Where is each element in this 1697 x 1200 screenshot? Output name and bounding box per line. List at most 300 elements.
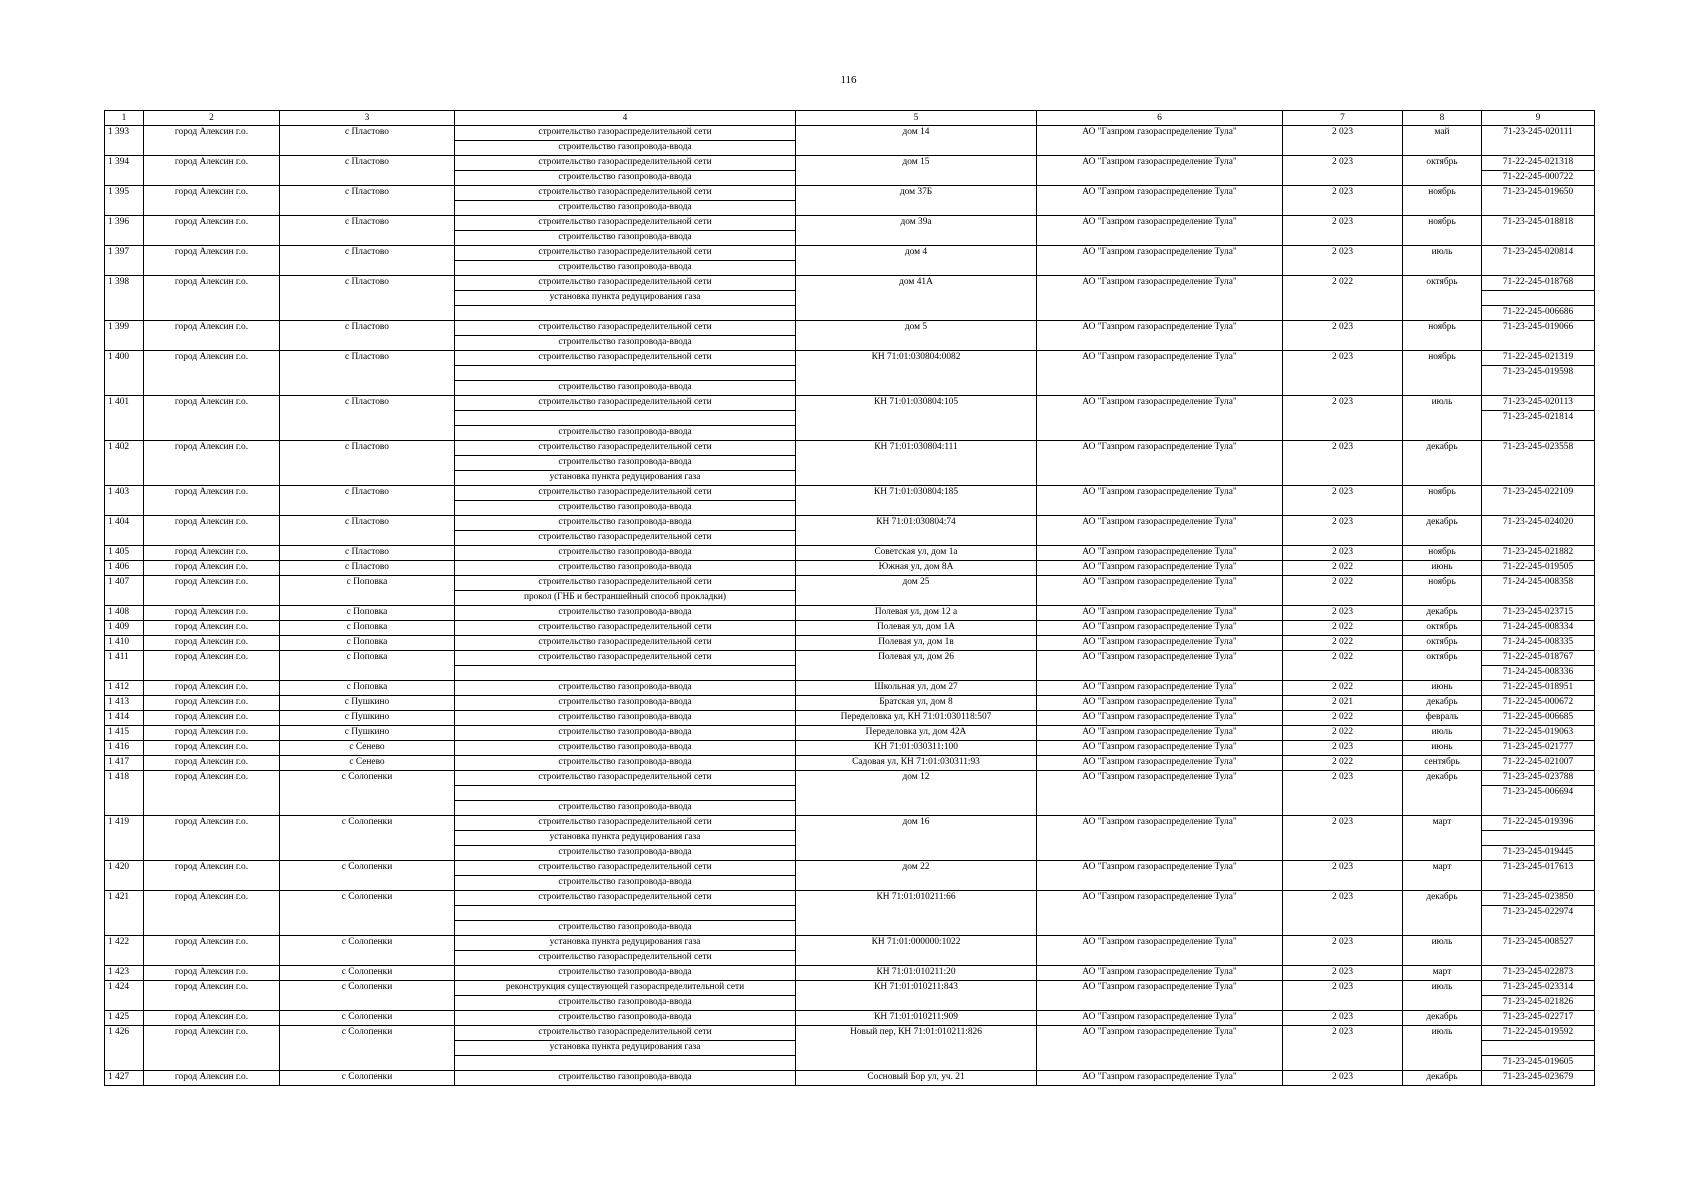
- city-cell: город Алексин г.о.: [144, 1026, 280, 1071]
- code-cell: 71-22-245-000672: [1482, 696, 1595, 711]
- code-cell: 71-23-245-019445: [1482, 846, 1595, 861]
- organization-cell: АО "Газпром газораспределение Тула": [1037, 681, 1283, 696]
- locality-cell: с Солопенки: [280, 1011, 455, 1026]
- work-type-cell: установка пункта редуцирования газа: [455, 831, 796, 846]
- address-cell: Переделовка ул, дом 42А: [796, 726, 1037, 741]
- code-cell: 71-23-245-018818: [1482, 216, 1595, 246]
- address-cell: Южная ул, дом 8А: [796, 561, 1037, 576]
- row-number-cell: 1 421: [105, 891, 144, 936]
- code-cell: 71-22-245-006685: [1482, 711, 1595, 726]
- address-cell: Полевая ул, дом 26: [796, 651, 1037, 681]
- table-row: [105, 1071, 1595, 1086]
- address-cell: КН 71:01:030804:105: [796, 396, 1037, 441]
- city-cell: город Алексин г.о.: [144, 651, 280, 681]
- organization-cell: АО "Газпром газораспределение Тула": [1037, 711, 1283, 726]
- city-cell: город Алексин г.о.: [144, 486, 280, 516]
- code-cell: 71-22-245-019063: [1482, 726, 1595, 741]
- code-cell: 71-22-245-021318: [1482, 156, 1595, 171]
- row-number-cell: 1 427: [105, 1071, 144, 1086]
- month-cell: декабрь: [1403, 771, 1482, 816]
- address-cell: дом 22: [796, 861, 1037, 891]
- year-cell: 2 023: [1283, 351, 1403, 396]
- month-cell: декабрь: [1403, 441, 1482, 486]
- city-cell: город Алексин г.о.: [144, 351, 280, 396]
- address-cell: Переделовка ул, КН 71:01:030118:507: [796, 711, 1037, 726]
- table-row: [105, 486, 1595, 501]
- year-cell: 2 023: [1283, 186, 1403, 216]
- code-cell: 71-23-245-023314: [1482, 981, 1595, 996]
- table-row: [105, 351, 1595, 366]
- page-number: 116: [840, 74, 857, 86]
- code-cell: 71-23-245-006694: [1482, 786, 1595, 816]
- row-number-cell: 1 423: [105, 966, 144, 981]
- month-cell: декабрь: [1403, 891, 1482, 936]
- code-cell: 71-22-245-019396: [1482, 816, 1595, 831]
- organization-cell: АО "Газпром газораспределение Тула": [1037, 486, 1283, 516]
- locality-cell: с Пластово: [280, 321, 455, 351]
- organization-cell: АО "Газпром газораспределение Тула": [1037, 966, 1283, 981]
- table-row: [105, 741, 1595, 756]
- code-cell: 71-22-245-018951: [1482, 681, 1595, 696]
- organization-cell: АО "Газпром газораспределение Тула": [1037, 1071, 1283, 1086]
- month-cell: март: [1403, 816, 1482, 861]
- table-body: [105, 126, 1595, 1086]
- organization-cell: АО "Газпром газораспределение Тула": [1037, 606, 1283, 621]
- header-cell: 4: [455, 111, 796, 126]
- row-number-cell: 1 407: [105, 576, 144, 606]
- year-cell: 2 022: [1283, 681, 1403, 696]
- city-cell: город Алексин г.о.: [144, 576, 280, 606]
- address-cell: КН 71:01:030311:100: [796, 741, 1037, 756]
- code-cell: 71-22-245-000722: [1482, 171, 1595, 186]
- row-number-cell: 1 416: [105, 741, 144, 756]
- work-type-cell: строительство газопровода-ввода: [455, 456, 796, 471]
- year-cell: 2 022: [1283, 711, 1403, 726]
- city-cell: город Алексин г.о.: [144, 696, 280, 711]
- work-type-cell: строительство газопровода-ввода: [455, 921, 796, 936]
- work-type-cell: строительство газораспределительной сети: [455, 396, 796, 411]
- locality-cell: с Поповка: [280, 681, 455, 696]
- work-type-cell: строительство газопровода-ввода: [455, 696, 796, 711]
- row-number-cell: 1 414: [105, 711, 144, 726]
- city-cell: город Алексин г.о.: [144, 621, 280, 636]
- address-cell: дом 25: [796, 576, 1037, 606]
- organization-cell: АО "Газпром газораспределение Тула": [1037, 126, 1283, 156]
- code-cell: 71-24-245-008336: [1482, 666, 1595, 681]
- city-cell: город Алексин г.о.: [144, 741, 280, 756]
- address-cell: дом 4: [796, 246, 1037, 276]
- row-number-cell: 1 412: [105, 681, 144, 696]
- month-cell: февраль: [1403, 711, 1482, 726]
- month-cell: ноябрь: [1403, 576, 1482, 606]
- table-row: [105, 711, 1595, 726]
- table-row: [105, 156, 1595, 171]
- work-type-cell: строительство газопровода-ввода: [455, 261, 796, 276]
- work-type-cell: установка пункта редуцирования газа: [455, 291, 796, 306]
- organization-cell: АО "Газпром газораспределение Тула": [1037, 696, 1283, 711]
- table-row: [105, 561, 1595, 576]
- work-type-cell: строительство газораспределительной сети: [455, 951, 796, 966]
- year-cell: 2 023: [1283, 321, 1403, 351]
- city-cell: город Алексин г.о.: [144, 321, 280, 351]
- month-cell: декабрь: [1403, 606, 1482, 621]
- work-type-cell: строительство газораспределительной сети: [455, 816, 796, 831]
- table-row: [105, 726, 1595, 741]
- header-cell: 6: [1037, 111, 1283, 126]
- header-cell: 5: [796, 111, 1037, 126]
- locality-cell: с Солопенки: [280, 936, 455, 966]
- address-cell: дом 16: [796, 816, 1037, 861]
- year-cell: 2 023: [1283, 126, 1403, 156]
- work-type-cell: строительство газопровода-ввода: [455, 426, 796, 441]
- locality-cell: с Пластово: [280, 186, 455, 216]
- organization-cell: АО "Газпром газораспределение Тула": [1037, 726, 1283, 741]
- row-number-cell: 1 405: [105, 546, 144, 561]
- table-row: [105, 396, 1595, 411]
- month-cell: декабрь: [1403, 1011, 1482, 1026]
- month-cell: октябрь: [1403, 276, 1482, 321]
- address-cell: КН 71:01:010211:909: [796, 1011, 1037, 1026]
- header-cell: 8: [1403, 111, 1482, 126]
- locality-cell: с Поповка: [280, 636, 455, 651]
- code-cell: 71-23-245-023679: [1482, 1071, 1595, 1086]
- table-row: [105, 891, 1595, 906]
- code-cell: 71-24-245-008335: [1482, 636, 1595, 651]
- city-cell: город Алексин г.о.: [144, 771, 280, 816]
- city-cell: город Алексин г.о.: [144, 816, 280, 861]
- organization-cell: АО "Газпром газораспределение Тула": [1037, 516, 1283, 546]
- year-cell: 2 022: [1283, 756, 1403, 771]
- work-type-cell: строительство газораспределительной сети: [455, 321, 796, 336]
- header-row: [105, 111, 1595, 126]
- address-cell: Сосновый Бор ул, уч. 21: [796, 1071, 1037, 1086]
- register-table: [104, 110, 1595, 1086]
- code-cell: 71-22-245-018767: [1482, 651, 1595, 666]
- work-type-cell: строительство газораспределительной сети: [455, 486, 796, 501]
- locality-cell: с Пушкино: [280, 726, 455, 741]
- work-type-cell: строительство газораспределительной сети: [455, 441, 796, 456]
- year-cell: 2 023: [1283, 771, 1403, 816]
- table-row: [105, 126, 1595, 141]
- code-cell: 71-23-245-022873: [1482, 966, 1595, 981]
- month-cell: июнь: [1403, 681, 1482, 696]
- organization-cell: АО "Газпром газораспределение Тула": [1037, 861, 1283, 891]
- work-type-cell: строительство газораспределительной сети: [455, 351, 796, 366]
- locality-cell: с Сенево: [280, 741, 455, 756]
- organization-cell: АО "Газпром газораспределение Тула": [1037, 441, 1283, 486]
- month-cell: июль: [1403, 981, 1482, 1011]
- address-cell: КН 71:01:030804:74: [796, 516, 1037, 546]
- code-cell: 71-23-245-019066: [1482, 321, 1595, 351]
- row-number-cell: 1 399: [105, 321, 144, 351]
- locality-cell: с Пушкино: [280, 711, 455, 726]
- organization-cell: АО "Газпром газораспределение Тула": [1037, 981, 1283, 1011]
- work-type-cell: [455, 1056, 796, 1071]
- locality-cell: с Пластово: [280, 246, 455, 276]
- work-type-cell: строительство газораспределительной сети: [455, 126, 796, 141]
- month-cell: март: [1403, 966, 1482, 981]
- table-row: [105, 756, 1595, 771]
- header-cell: 1: [105, 111, 144, 126]
- table-row: [105, 861, 1595, 876]
- table-row: [105, 246, 1595, 261]
- work-type-cell: строительство газопровода-ввода: [455, 876, 796, 891]
- row-number-cell: 1 403: [105, 486, 144, 516]
- city-cell: город Алексин г.о.: [144, 756, 280, 771]
- address-cell: Полевая ул, дом 1в: [796, 636, 1037, 651]
- work-type-cell: строительство газопровода-ввода: [455, 516, 796, 531]
- code-cell: [1482, 831, 1595, 846]
- code-cell: 71-23-245-024020: [1482, 516, 1595, 546]
- address-cell: Школьная ул, дом 27: [796, 681, 1037, 696]
- city-cell: город Алексин г.о.: [144, 561, 280, 576]
- organization-cell: АО "Газпром газораспределение Тула": [1037, 216, 1283, 246]
- locality-cell: с Пластово: [280, 396, 455, 441]
- address-cell: КН 71:01:010211:20: [796, 966, 1037, 981]
- address-cell: дом 15: [796, 156, 1037, 186]
- month-cell: май: [1403, 126, 1482, 156]
- locality-cell: с Пластово: [280, 546, 455, 561]
- code-cell: [1482, 1041, 1595, 1056]
- locality-cell: с Пластово: [280, 156, 455, 186]
- work-type-cell: реконструкция существующей газораспределительной сети: [455, 981, 796, 996]
- row-number-cell: 1 422: [105, 936, 144, 966]
- locality-cell: с Поповка: [280, 576, 455, 606]
- organization-cell: АО "Газпром газораспределение Тула": [1037, 771, 1283, 816]
- header-cell: 7: [1283, 111, 1403, 126]
- row-number-cell: 1 413: [105, 696, 144, 711]
- row-number-cell: 1 400: [105, 351, 144, 396]
- month-cell: ноябрь: [1403, 216, 1482, 246]
- code-cell: 71-24-245-008334: [1482, 621, 1595, 636]
- work-type-cell: строительство газопровода-ввода: [455, 336, 796, 351]
- year-cell: 2 023: [1283, 396, 1403, 441]
- locality-cell: с Пластово: [280, 561, 455, 576]
- code-cell: 71-22-245-021007: [1482, 756, 1595, 771]
- city-cell: город Алексин г.о.: [144, 546, 280, 561]
- table-row: [105, 636, 1595, 651]
- code-cell: 71-23-245-021814: [1482, 411, 1595, 441]
- year-cell: 2 022: [1283, 276, 1403, 321]
- locality-cell: с Пластово: [280, 486, 455, 516]
- row-number-cell: 1 406: [105, 561, 144, 576]
- organization-cell: АО "Газпром газораспределение Тула": [1037, 156, 1283, 186]
- code-cell: 71-22-245-006686: [1482, 306, 1595, 321]
- work-type-cell: строительство газораспределительной сети: [455, 276, 796, 291]
- table-row: [105, 966, 1595, 981]
- work-type-cell: [455, 906, 796, 921]
- work-type-cell: строительство газопровода-ввода: [455, 201, 796, 216]
- table-row: [105, 936, 1595, 951]
- code-cell: 71-23-245-022974: [1482, 906, 1595, 936]
- table-row: [105, 681, 1595, 696]
- code-cell: 71-23-245-020111: [1482, 126, 1595, 156]
- row-number-cell: 1 419: [105, 816, 144, 861]
- organization-cell: АО "Газпром газораспределение Тула": [1037, 816, 1283, 861]
- work-type-cell: [455, 411, 796, 426]
- row-number-cell: 1 410: [105, 636, 144, 651]
- address-cell: дом 39а: [796, 216, 1037, 246]
- header-cell: 2: [144, 111, 280, 126]
- work-type-cell: строительство газопровода-ввода: [455, 756, 796, 771]
- code-cell: 71-23-245-021826: [1482, 996, 1595, 1011]
- locality-cell: с Солопенки: [280, 891, 455, 936]
- year-cell: 2 023: [1283, 156, 1403, 186]
- address-cell: дом 5: [796, 321, 1037, 351]
- work-type-cell: [455, 786, 796, 801]
- table-row: [105, 546, 1595, 561]
- city-cell: город Алексин г.о.: [144, 606, 280, 621]
- month-cell: ноябрь: [1403, 546, 1482, 561]
- locality-cell: с Солопенки: [280, 966, 455, 981]
- locality-cell: с Пластово: [280, 216, 455, 246]
- table-row: [105, 576, 1595, 591]
- code-cell: 71-23-245-021777: [1482, 741, 1595, 756]
- month-cell: июнь: [1403, 561, 1482, 576]
- row-number-cell: 1 397: [105, 246, 144, 276]
- table-row: [105, 441, 1595, 456]
- header-cell: 3: [280, 111, 455, 126]
- work-type-cell: строительство газопровода-ввода: [455, 171, 796, 186]
- year-cell: 2 023: [1283, 546, 1403, 561]
- code-cell: 71-23-245-020814: [1482, 246, 1595, 276]
- address-cell: дом 41А: [796, 276, 1037, 321]
- city-cell: город Алексин г.о.: [144, 441, 280, 486]
- month-cell: октябрь: [1403, 156, 1482, 186]
- year-cell: 2 023: [1283, 741, 1403, 756]
- row-number-cell: 1 420: [105, 861, 144, 891]
- work-type-cell: строительство газораспределительной сети: [455, 636, 796, 651]
- table-row: [105, 651, 1595, 666]
- year-cell: 2 023: [1283, 486, 1403, 516]
- address-cell: Новый пер, КН 71:01:010211:826: [796, 1026, 1037, 1071]
- year-cell: 2 022: [1283, 636, 1403, 651]
- organization-cell: АО "Газпром газораспределение Тула": [1037, 186, 1283, 216]
- work-type-cell: [455, 306, 796, 321]
- city-cell: город Алексин г.о.: [144, 1011, 280, 1026]
- row-number-cell: 1 415: [105, 726, 144, 741]
- city-cell: город Алексин г.о.: [144, 681, 280, 696]
- month-cell: июль: [1403, 936, 1482, 966]
- code-cell: 71-23-245-021882: [1482, 546, 1595, 561]
- city-cell: город Алексин г.о.: [144, 186, 280, 216]
- locality-cell: с Пластово: [280, 516, 455, 546]
- work-type-cell: строительство газопровода-ввода: [455, 726, 796, 741]
- row-number-cell: 1 398: [105, 276, 144, 321]
- city-cell: город Алексин г.о.: [144, 156, 280, 186]
- work-type-cell: строительство газопровода-ввода: [455, 231, 796, 246]
- locality-cell: с Солопенки: [280, 1071, 455, 1086]
- organization-cell: АО "Газпром газораспределение Тула": [1037, 1026, 1283, 1071]
- code-cell: 71-23-245-017613: [1482, 861, 1595, 891]
- year-cell: 2 023: [1283, 246, 1403, 276]
- year-cell: 2 023: [1283, 966, 1403, 981]
- row-number-cell: 1 424: [105, 981, 144, 1011]
- work-type-cell: строительство газораспределительной сети: [455, 156, 796, 171]
- code-cell: [1482, 291, 1595, 306]
- locality-cell: с Поповка: [280, 651, 455, 681]
- organization-cell: АО "Газпром газораспределение Тула": [1037, 636, 1283, 651]
- locality-cell: с Солопенки: [280, 861, 455, 891]
- work-type-cell: строительство газопровода-ввода: [455, 606, 796, 621]
- row-number-cell: 1 409: [105, 621, 144, 636]
- month-cell: декабрь: [1403, 516, 1482, 546]
- city-cell: город Алексин г.о.: [144, 711, 280, 726]
- table-row: [105, 696, 1595, 711]
- work-type-cell: установка пункта редуцирования газа: [455, 1041, 796, 1056]
- code-cell: 71-23-245-019605: [1482, 1056, 1595, 1071]
- work-type-cell: строительство газораспределительной сети: [455, 1026, 796, 1041]
- organization-cell: АО "Газпром газораспределение Тула": [1037, 756, 1283, 771]
- organization-cell: АО "Газпром газораспределение Тула": [1037, 546, 1283, 561]
- code-cell: 71-23-245-008527: [1482, 936, 1595, 966]
- work-type-cell: строительство газопровода-ввода: [455, 1011, 796, 1026]
- work-type-cell: установка пункта редуцирования газа: [455, 936, 796, 951]
- row-number-cell: 1 411: [105, 651, 144, 681]
- address-cell: дом 14: [796, 126, 1037, 156]
- work-type-cell: строительство газопровода-ввода: [455, 996, 796, 1011]
- table-row: [105, 816, 1595, 831]
- work-type-cell: строительство газораспределительной сети: [455, 771, 796, 786]
- row-number-cell: 1 394: [105, 156, 144, 186]
- table-row: [105, 186, 1595, 201]
- year-cell: 2 023: [1283, 1071, 1403, 1086]
- organization-cell: АО "Газпром газораспределение Тула": [1037, 621, 1283, 636]
- address-cell: КН 71:01:030804:0082: [796, 351, 1037, 396]
- work-type-cell: строительство газопровода-ввода: [455, 741, 796, 756]
- work-type-cell: строительство газораспределительной сети: [455, 891, 796, 906]
- year-cell: 2 022: [1283, 561, 1403, 576]
- address-cell: Братская ул, дом 8: [796, 696, 1037, 711]
- row-number-cell: 1 408: [105, 606, 144, 621]
- code-cell: 71-23-245-022717: [1482, 1011, 1595, 1026]
- month-cell: июль: [1403, 396, 1482, 441]
- code-cell: 71-23-245-023788: [1482, 771, 1595, 786]
- address-cell: дом 37Б: [796, 186, 1037, 216]
- work-type-cell: строительство газопровода-ввода: [455, 1071, 796, 1086]
- city-cell: город Алексин г.о.: [144, 396, 280, 441]
- month-cell: октябрь: [1403, 636, 1482, 651]
- city-cell: город Алексин г.о.: [144, 216, 280, 246]
- work-type-cell: [455, 666, 796, 681]
- address-cell: Советская ул, дом 1а: [796, 546, 1037, 561]
- year-cell: 2 022: [1283, 651, 1403, 681]
- code-cell: 71-22-245-019505: [1482, 561, 1595, 576]
- table-row: [105, 981, 1595, 996]
- month-cell: ноябрь: [1403, 186, 1482, 216]
- work-type-cell: строительство газопровода-ввода: [455, 801, 796, 816]
- table-row: [105, 621, 1595, 636]
- work-type-cell: строительство газопровода-ввода: [455, 681, 796, 696]
- work-type-cell: строительство газопровода-ввода: [455, 141, 796, 156]
- address-cell: КН 71:01:030804:185: [796, 486, 1037, 516]
- work-type-cell: строительство газораспределительной сети: [455, 621, 796, 636]
- row-number-cell: 1 425: [105, 1011, 144, 1026]
- organization-cell: АО "Газпром газораспределение Тула": [1037, 741, 1283, 756]
- work-type-cell: строительство газопровода-ввода: [455, 846, 796, 861]
- city-cell: город Алексин г.о.: [144, 516, 280, 546]
- code-cell: 71-23-245-019598: [1482, 366, 1595, 396]
- row-number-cell: 1 401: [105, 396, 144, 441]
- organization-cell: АО "Газпром газораспределение Тула": [1037, 246, 1283, 276]
- work-type-cell: строительство газораспределительной сети: [455, 651, 796, 666]
- year-cell: 2 023: [1283, 861, 1403, 891]
- row-number-cell: 1 417: [105, 756, 144, 771]
- locality-cell: с Пластово: [280, 441, 455, 486]
- row-number-cell: 1 395: [105, 186, 144, 216]
- table-row: [105, 216, 1595, 231]
- address-cell: Садовая ул, КН 71:01:030311:93: [796, 756, 1037, 771]
